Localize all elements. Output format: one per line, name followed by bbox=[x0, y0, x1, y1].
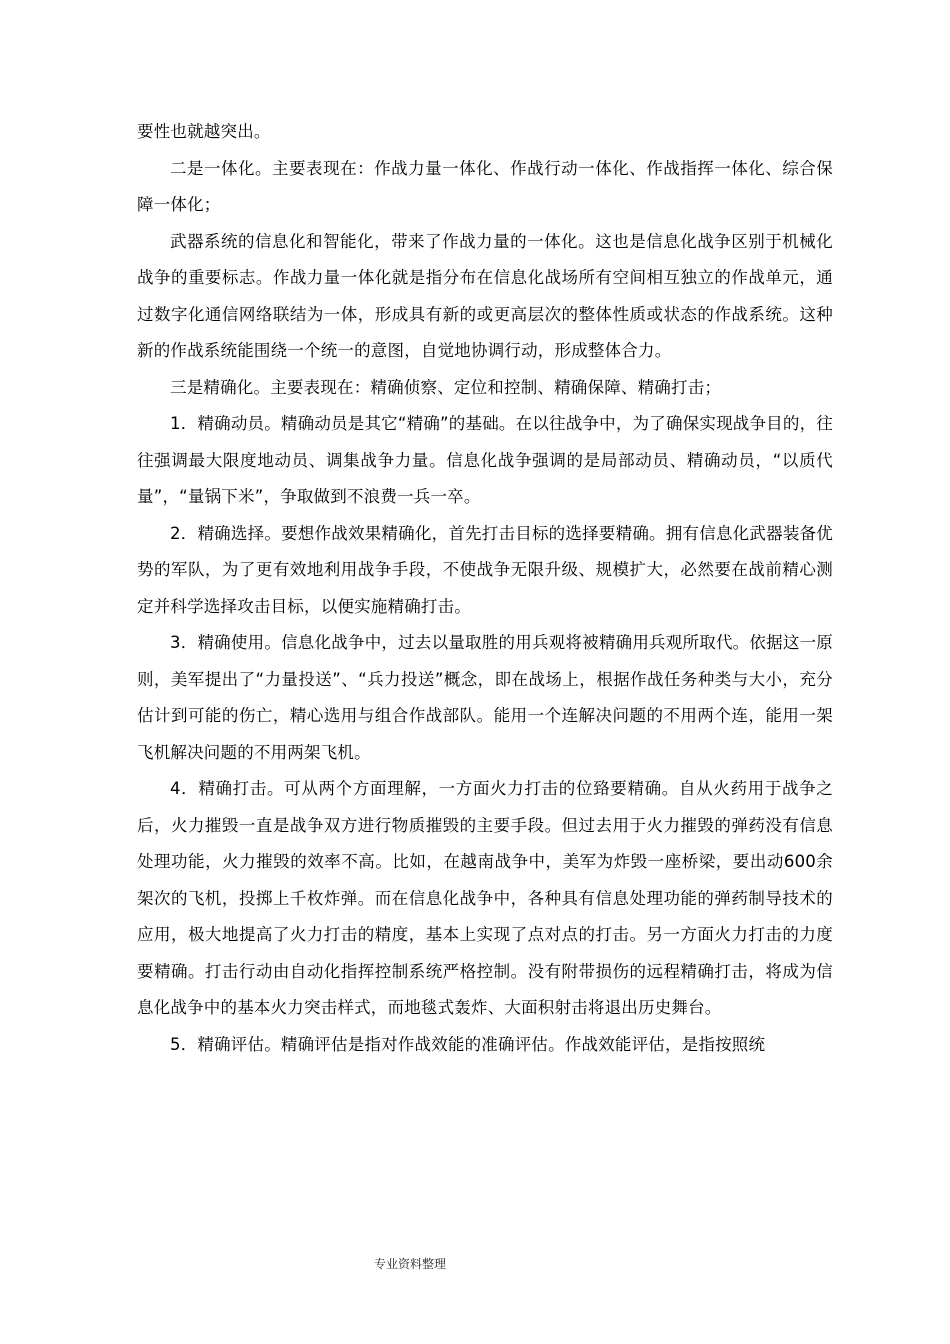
paragraph-weapon-systems: 武器系统的信息化和智能化，带来了作战力量的一体化。这也是信息化战争区别于机械化战争的重要标志。作战力量一体化就是指分布在信息化战场所有空间相互独立的作战单元，通过数字化通信网络联结为一体，形成具有新的或更高层次的整体性质或状态的作战系统。这种新的作战系统能围绕一个统一的意图，自觉地协调行动，形成整体合力。 bbox=[137, 231, 833, 360]
paragraph-integration: 二是一体化。主要表现在：作战力量一体化、作战行动一体化、作战指挥一体化、综合保障一体化； bbox=[137, 158, 833, 214]
paragraph-precision: 三是精确化。主要表现在：精确侦察、定位和控制、精确保障、精确打击； bbox=[170, 377, 722, 397]
paragraph-continuation: 要性也就越突出。 bbox=[137, 122, 271, 141]
paragraph-precise-mobilization: 1．精确动员。精确动员是其它“精确”的基础。在以往战争中，为了确保实现战争目的，往往强调最大限度地动员、调集战争力量。信息化战争强调的是局部动员、精确动员，“以质代量”，“量锅下米”，争取做到不浪费一兵一卒。 bbox=[137, 414, 833, 506]
page-footer: 专业资料整理 bbox=[374, 1257, 447, 1271]
paragraph-precise-assessment: 5．精确评估。精确评估是指对作战效能的准确评估。作战效能评估，是指按照统 bbox=[170, 1034, 766, 1054]
body-text bbox=[137, 114, 833, 1063]
paragraph-precise-strike: 4．精确打击。可从两个方面理解，一方面火力打击的位臵要精确。自从火药用于战争之后，火力摧毁一直是战争双方进行物质摧毁的主要手段。但过去用于火力摧毁的弹药没有信息处理功能，火力摧毁的效率不高。比如，在越南战争中，美军为炸毁一座桥梁，要出动600余架次的飞机，投掷上千枚炸弹。而在信息化战争中，各种具有信息处理功能的弹药制导技术的应用，极大地提高了火力打击的精度，基本上实现了点对点的打击。另一方面火力打击的力度要精确。打击行动由自动化指挥控制系统严格控制。没有附带损伤的远程精确打击，将成为信息化战争中的基本火力突击样式，而地毯式轰炸、大面积射击将退出历史舞台。 bbox=[137, 779, 833, 1017]
paragraph-precise-selection: 2．精确选择。要想作战效果精确化，首先打击目标的选择要精确。拥有信息化武器装备优势的军队，为了更有效地利用战争手段，不使战争无限升级、规模扩大，必然要在战前精心测定并科学选择攻击目标，以便实施精确打击。 bbox=[137, 523, 833, 616]
paragraph-precise-use: 3．精确使用。信息化战争中，过去以量取胜的用兵观将被精确用兵观所取代。依据这一原则，美军提出了“力量投送”、“兵力投送”概念，即在战场上，根据作战任务种类与大小，充分估计到可能的伤亡，精心选用与组合作战部队。能用一个连解决问题的不用两个连，能用一架飞机解决问题的不用两架飞机。 bbox=[137, 633, 833, 762]
